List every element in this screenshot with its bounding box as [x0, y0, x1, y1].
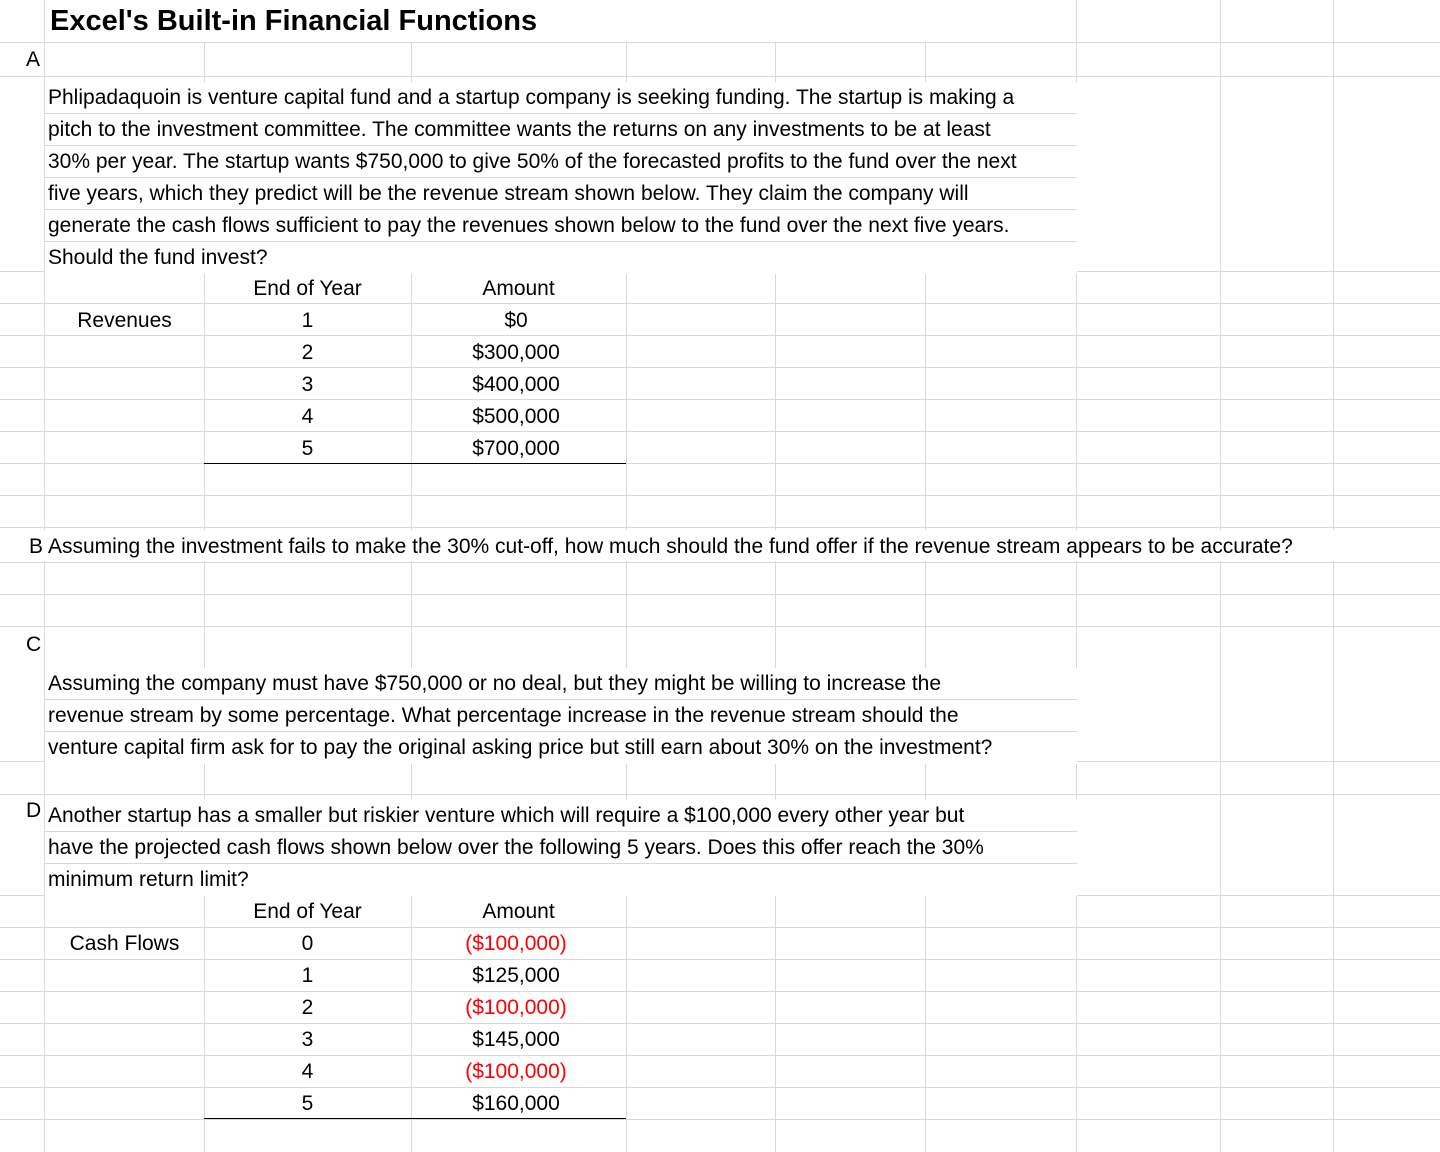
- question-line: Should the fund invest?: [48, 246, 268, 269]
- section-b-label: B: [29, 535, 44, 558]
- table-cell-year[interactable]: 4: [301, 405, 314, 428]
- table-bottom-border: [204, 463, 626, 464]
- question-line: Another startup has a smaller but riskier venture which will require a $100,000 every other year but: [45, 800, 1077, 832]
- table-cell-year[interactable]: 0: [301, 932, 314, 955]
- row-label-cash-flows: Cash Flows: [69, 932, 180, 955]
- table-cell-amount-negative[interactable]: ($100,000): [465, 1060, 567, 1083]
- table-cell-year[interactable]: 5: [301, 437, 314, 460]
- table-cell-year[interactable]: 4: [301, 1060, 314, 1083]
- table-cell-year[interactable]: 3: [301, 373, 314, 396]
- question-line: venture capital firm ask for to pay the original asking price but still earn about 30% on the investment?: [48, 736, 993, 759]
- table-cell-amount[interactable]: $400,000: [472, 373, 560, 396]
- question-line: five years, which they predict will be the revenue stream shown below. They claim the company will: [45, 178, 1077, 210]
- gridline: [0, 42, 1440, 43]
- gridline: [1220, 0, 1221, 1152]
- question-line: pitch to the investment committee. The committee wants the returns on any investments to be at least: [45, 114, 1077, 146]
- question-line: generate the cash flows sufficient to pay the revenues shown below to the fund over the next five years.: [45, 210, 1077, 242]
- table-cell-amount[interactable]: $500,000: [472, 405, 560, 428]
- table-cell-amount[interactable]: $125,000: [472, 964, 560, 987]
- gridline: [0, 594, 1440, 595]
- table-cell-year[interactable]: 3: [301, 1028, 314, 1051]
- column-header-year: End of Year: [253, 900, 362, 923]
- gridline: [0, 495, 1440, 496]
- question-line: revenue stream by some percentage. What percentage increase in the revenue stream should the: [45, 700, 1077, 732]
- gridline: [1333, 0, 1334, 1152]
- section-b-question: Assuming the investment fails to make the 30% cut-off, how much should the fund offer if the revenue stream appears to be accurate?: [48, 535, 1293, 558]
- table-cell-amount[interactable]: $0: [504, 309, 528, 332]
- table-cell-year[interactable]: 2: [301, 996, 314, 1019]
- gridline: [0, 76, 1440, 77]
- section-a-label: A: [26, 48, 41, 71]
- question-line: minimum return limit?: [48, 868, 249, 891]
- table-cell-amount[interactable]: $300,000: [472, 341, 560, 364]
- section-d-question[interactable]: [45, 800, 1077, 896]
- question-line: 30% per year. The startup wants $750,000 to give 50% of the forecasted profits to the fund over the next: [45, 146, 1077, 178]
- gridline: [0, 626, 1440, 627]
- question-line: Phlipadaquoin is venture capital fund and a startup company is seeking funding. The startup is making a: [45, 82, 1077, 114]
- table-bottom-border: [204, 1118, 626, 1119]
- section-d-label: D: [26, 799, 42, 822]
- table-cell-amount-negative[interactable]: ($100,000): [465, 996, 567, 1019]
- gridline: [0, 794, 1440, 795]
- column-header-amount: Amount: [482, 277, 555, 300]
- table-cell-year[interactable]: 1: [301, 309, 314, 332]
- table-cell-year[interactable]: 1: [301, 964, 314, 987]
- section-c-label: C: [26, 633, 42, 656]
- section-c-question[interactable]: [45, 668, 1077, 764]
- table-cell-year[interactable]: 5: [301, 1092, 314, 1115]
- table-cell-amount[interactable]: $145,000: [472, 1028, 560, 1051]
- column-header-amount: Amount: [482, 900, 555, 923]
- gridline: [0, 527, 1440, 528]
- row-label-revenues: Revenues: [77, 309, 172, 332]
- table-cell-amount-negative[interactable]: ($100,000): [465, 932, 567, 955]
- sheet-title: Excel's Built-in Financial Functions: [50, 5, 538, 37]
- question-line: Assuming the company must have $750,000 or no deal, but they might be willing to increase the: [45, 668, 1077, 700]
- table-cell-amount[interactable]: $700,000: [472, 437, 560, 460]
- section-a-question[interactable]: [45, 82, 1077, 274]
- table-cell-year[interactable]: 2: [301, 341, 314, 364]
- column-header-year: End of Year: [253, 277, 362, 300]
- question-line: have the projected cash flows shown below over the following 5 years. Does this offer reach the 30%: [45, 832, 1077, 864]
- table-cell-amount[interactable]: $160,000: [472, 1092, 560, 1115]
